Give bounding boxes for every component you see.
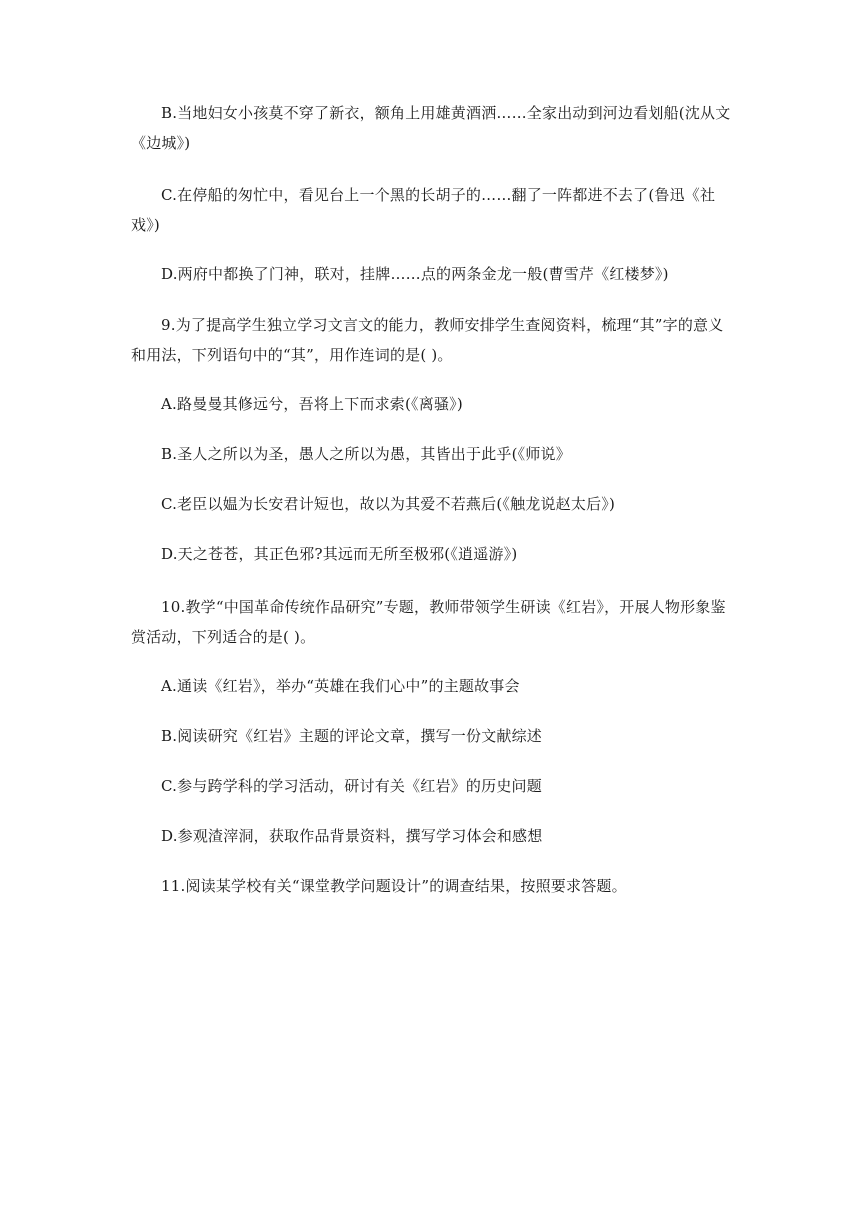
q10-option-d: D.参观渣滓洞，获取作品背景资料，撰写学习体会和感想 — [161, 827, 543, 845]
q10-option-a: A.通读《红岩》，举办“英雄在我们心中”的主题故事会 — [161, 677, 520, 695]
q9-option-d: D.天之苍苍，其正色邪?其远而无所至极邪(《逍遥游》) — [161, 545, 518, 563]
q9-option-a: A.路曼曼其修远兮，吾将上下而求索(《离骚》) — [161, 395, 463, 413]
question-10: 10.教学“中国革命传统作品研究”专题，教师带领学生研读《红岩》，开展人物形象鉴赏活动，下列适合的是( )。 — [131, 598, 726, 646]
question-11: 11.阅读某学校有关“课堂教学问题设计”的调查结果，按照要求答题。 — [161, 877, 627, 895]
question-9: 9.为了提高学生独立学习文言文的能力，教师安排学生查阅资料，梳理“其”字的意义和用法，下列语句中的“其”，用作连词的是( )。 — [131, 316, 724, 364]
q9-option-c: C.老臣以媪为长安君计短也，故以为其爱不若燕后(《触龙说赵太后》) — [161, 495, 616, 513]
q10-option-b: B.阅读研究《红岩》主题的评论文章，撰写一份文献综述 — [161, 727, 542, 745]
q9-option-b: B.圣人之所以为圣，愚人之所以为愚，其皆出于此乎(《师说》 — [161, 445, 571, 463]
option-c-she-xi: C.在停船的匆忙中，看见台上一个黑的长胡子的……翻了一阵都进不去了(鲁迅《社戏》) — [131, 186, 716, 234]
option-d-hong-lou-meng: D.两府中都换了门神，联对，挂牌……点的两条金龙一般(曹雪芹《红楼梦》) — [161, 265, 669, 283]
q10-option-c: C.参与跨学科的学习活动，研讨有关《红岩》的历史问题 — [161, 777, 542, 795]
option-b-bian-cheng: B.当地妇女小孩莫不穿了新衣，额角上用雄黄酒洒……全家出动到河边看划船(沈从文《边城》) — [131, 104, 731, 152]
